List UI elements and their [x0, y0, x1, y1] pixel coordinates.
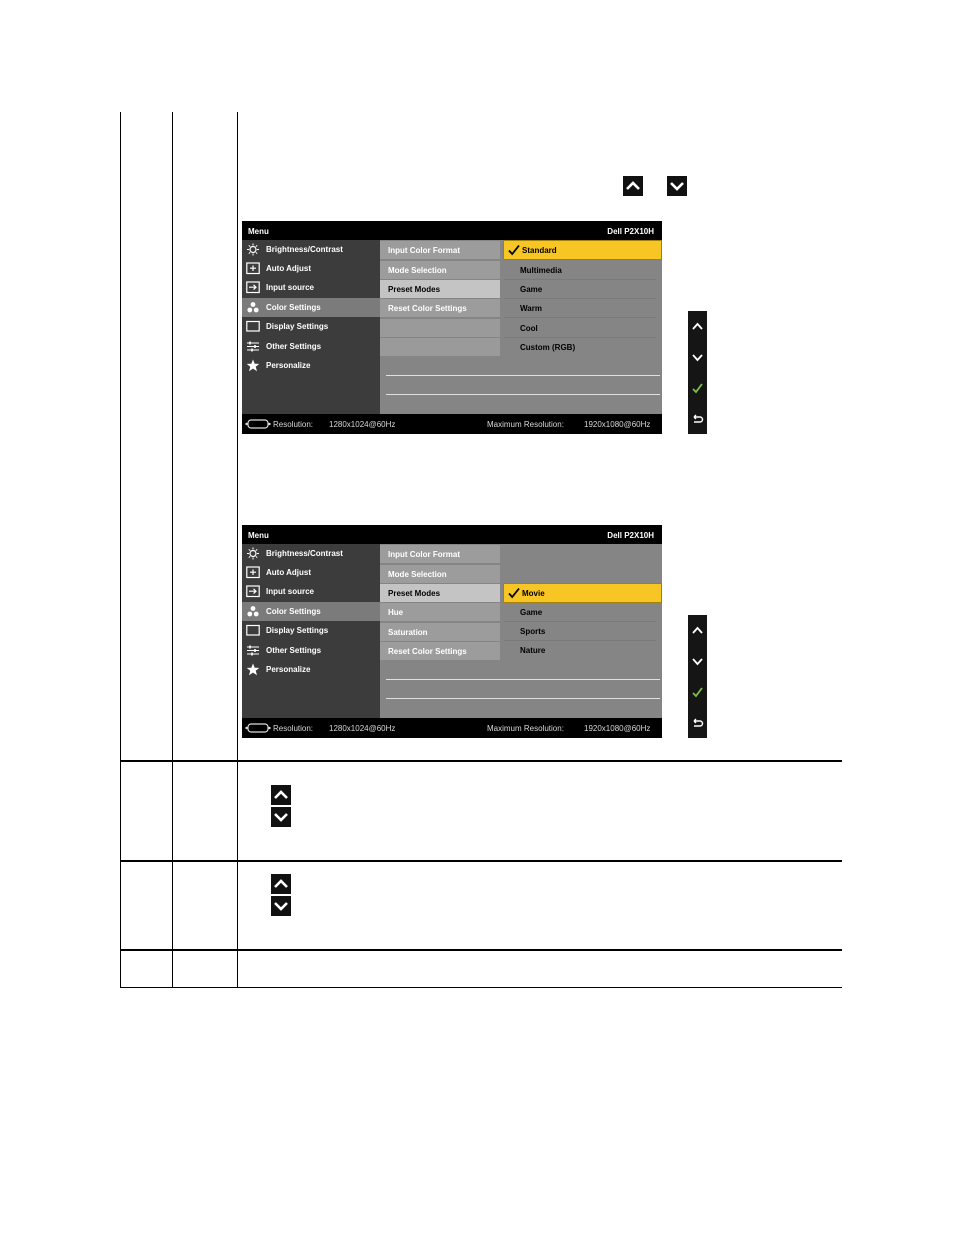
menu-item-color-settings[interactable] — [242, 602, 380, 621]
submenu-label: Hue — [388, 608, 404, 617]
submenu-label: Saturation — [388, 628, 428, 637]
check-icon — [508, 244, 520, 256]
submenu-label: Input Color Format — [388, 246, 460, 255]
star-icon — [246, 663, 260, 676]
down-icon — [271, 807, 291, 827]
panel-separator — [386, 698, 660, 699]
ok-button[interactable] — [688, 677, 707, 708]
star-icon — [246, 359, 260, 372]
max-resolution-label: Maximum Resolution: — [487, 724, 564, 733]
submenu-empty-row — [380, 319, 500, 337]
option-multimedia[interactable] — [504, 261, 656, 280]
option-label: Nature — [520, 646, 546, 655]
menu-item-label: Input source — [266, 587, 315, 596]
submenu-hue[interactable] — [380, 603, 500, 621]
option-warm[interactable] — [504, 299, 656, 318]
max-resolution-value: 1920x1080@60Hz — [584, 724, 651, 733]
menu-item-personalize[interactable] — [242, 356, 380, 375]
down-icon — [688, 646, 707, 677]
down-button-inline — [271, 896, 291, 916]
menu-item-label: Brightness/Contrast — [266, 549, 343, 558]
down-button[interactable] — [688, 646, 707, 677]
osd-header — [242, 221, 662, 240]
down-button-inline — [667, 176, 687, 196]
input-source-icon — [246, 585, 260, 598]
submenu-preset-modes[interactable] — [380, 584, 500, 602]
osd-header — [242, 525, 662, 544]
submenu-reset-color-settings[interactable] — [380, 642, 500, 660]
table-row-divider — [120, 949, 842, 951]
menu-item-color-settings[interactable] — [242, 298, 380, 317]
menu-item-label: Other Settings — [266, 342, 322, 351]
menu-item-label: Display Settings — [266, 322, 329, 331]
option-game[interactable] — [504, 280, 656, 299]
menu-item-brightness-contrast[interactable] — [242, 240, 380, 259]
option-movie[interactable] — [503, 583, 662, 603]
down-icon — [688, 342, 707, 373]
up-button[interactable] — [688, 615, 707, 646]
up-icon — [271, 874, 291, 894]
display-settings-icon — [246, 624, 260, 637]
osd-menu-preset-modes-movie — [242, 525, 662, 738]
submenu-mode-selection[interactable] — [380, 261, 500, 279]
submenu-label: Mode Selection — [388, 266, 447, 275]
resolution-value: 1280x1024@60Hz — [329, 420, 396, 429]
menu-item-label: Auto Adjust — [266, 264, 312, 273]
check-icon — [688, 373, 707, 404]
up-icon — [688, 615, 707, 646]
menu-item-label: Display Settings — [266, 626, 329, 635]
option-nature[interactable] — [504, 641, 656, 659]
max-resolution-value: 1920x1080@60Hz — [584, 420, 651, 429]
ok-button[interactable] — [688, 373, 707, 404]
submenu-reset-color-settings[interactable] — [380, 299, 500, 317]
up-button-inline — [271, 874, 291, 894]
brightness-icon — [246, 243, 260, 256]
menu-item-auto-adjust[interactable] — [242, 563, 380, 582]
menu-item-input-source[interactable] — [242, 582, 380, 601]
table-border-left — [120, 112, 121, 988]
option-label: Game — [520, 285, 543, 294]
submenu-label: Input Color Format — [388, 550, 460, 559]
up-button-inline — [271, 785, 291, 805]
submenu-preset-modes[interactable] — [380, 280, 500, 298]
panel-separator — [386, 394, 660, 395]
option-cool[interactable] — [504, 319, 656, 338]
check-icon — [688, 677, 707, 708]
option-game[interactable] — [504, 603, 656, 622]
display-settings-icon — [246, 320, 260, 333]
menu-item-label: Color Settings — [266, 607, 321, 616]
osd-model: Dell P2X10H — [607, 531, 654, 540]
menu-item-label: Auto Adjust — [266, 568, 312, 577]
option-label: Standard — [522, 246, 557, 255]
down-icon — [271, 896, 291, 916]
submenu-mode-selection[interactable] — [380, 565, 500, 583]
other-settings-icon — [246, 340, 260, 353]
menu-item-label: Personalize — [266, 665, 311, 674]
submenu-label: Preset Modes — [388, 589, 441, 598]
option-label: Multimedia — [520, 266, 562, 275]
table-row-divider — [120, 760, 842, 762]
up-icon — [623, 176, 643, 196]
resolution-value: 1280x1024@60Hz — [329, 724, 396, 733]
back-icon — [688, 707, 707, 738]
submenu-input-color-format[interactable] — [380, 545, 500, 563]
other-settings-icon — [246, 644, 260, 657]
table-divider-col1 — [172, 112, 173, 988]
menu-item-label: Brightness/Contrast — [266, 245, 343, 254]
osd-title: Menu — [248, 227, 269, 236]
resolution-label: Resolution: — [273, 724, 314, 733]
vga-connector-icon — [245, 419, 271, 429]
table-row-divider — [120, 860, 842, 862]
color-settings-icon — [246, 301, 260, 314]
color-settings-icon — [246, 605, 260, 618]
menu-item-label: Personalize — [266, 361, 311, 370]
menu-item-input-source[interactable] — [242, 278, 380, 297]
up-icon — [271, 785, 291, 805]
menu-item-label: Other Settings — [266, 646, 322, 655]
option-custom-rgb[interactable] — [504, 338, 656, 356]
menu-item-label: Color Settings — [266, 303, 321, 312]
option-label: Sports — [520, 627, 546, 636]
up-button[interactable] — [688, 311, 707, 342]
back-button[interactable] — [688, 707, 707, 738]
monitor-buttons-panel — [688, 615, 707, 738]
table-border-bottom — [120, 987, 842, 988]
auto-adjust-icon — [246, 566, 260, 579]
resolution-label: Resolution: — [273, 420, 314, 429]
up-icon — [688, 311, 707, 342]
menu-item-auto-adjust[interactable] — [242, 259, 380, 278]
down-button[interactable] — [688, 342, 707, 373]
submenu-input-color-format[interactable] — [380, 241, 500, 259]
menu-item-other-settings[interactable] — [242, 641, 380, 660]
submenu-label: Reset Color Settings — [388, 304, 467, 313]
option-label: Movie — [522, 589, 545, 598]
table-divider-col2 — [237, 112, 238, 988]
vga-connector-icon — [245, 723, 271, 733]
option-label: Game — [520, 608, 543, 617]
option-label: Warm — [520, 304, 542, 313]
osd-footer — [242, 414, 662, 434]
submenu-saturation[interactable] — [380, 623, 500, 641]
osd-model: Dell P2X10H — [607, 227, 654, 236]
check-icon — [508, 587, 520, 599]
option-sports[interactable] — [504, 622, 656, 641]
menu-item-label: Input source — [266, 283, 315, 292]
option-label: Cool — [520, 324, 538, 333]
back-icon — [688, 403, 707, 434]
option-standard[interactable] — [503, 240, 662, 260]
monitor-buttons-panel — [688, 311, 707, 434]
option-label: Custom (RGB) — [520, 343, 576, 352]
input-source-icon — [246, 281, 260, 294]
menu-item-display-settings[interactable] — [242, 621, 380, 640]
panel-separator — [386, 375, 660, 376]
menu-item-display-settings[interactable] — [242, 317, 380, 336]
menu-item-brightness-contrast[interactable] — [242, 544, 380, 563]
brightness-icon — [246, 547, 260, 560]
down-icon — [667, 176, 687, 196]
submenu-empty-row — [380, 338, 500, 356]
submenu-label: Reset Color Settings — [388, 647, 467, 656]
panel-separator — [386, 679, 660, 680]
submenu-label: Preset Modes — [388, 285, 441, 294]
down-button-inline — [271, 807, 291, 827]
submenu-label: Mode Selection — [388, 570, 447, 579]
auto-adjust-icon — [246, 262, 260, 275]
back-button[interactable] — [688, 403, 707, 434]
max-resolution-label: Maximum Resolution: — [487, 420, 564, 429]
osd-menu-preset-modes — [242, 221, 662, 434]
menu-item-other-settings[interactable] — [242, 337, 380, 356]
osd-title: Menu — [248, 531, 269, 540]
menu-item-personalize[interactable] — [242, 660, 380, 679]
osd-footer — [242, 718, 662, 738]
up-button-inline — [623, 176, 643, 196]
